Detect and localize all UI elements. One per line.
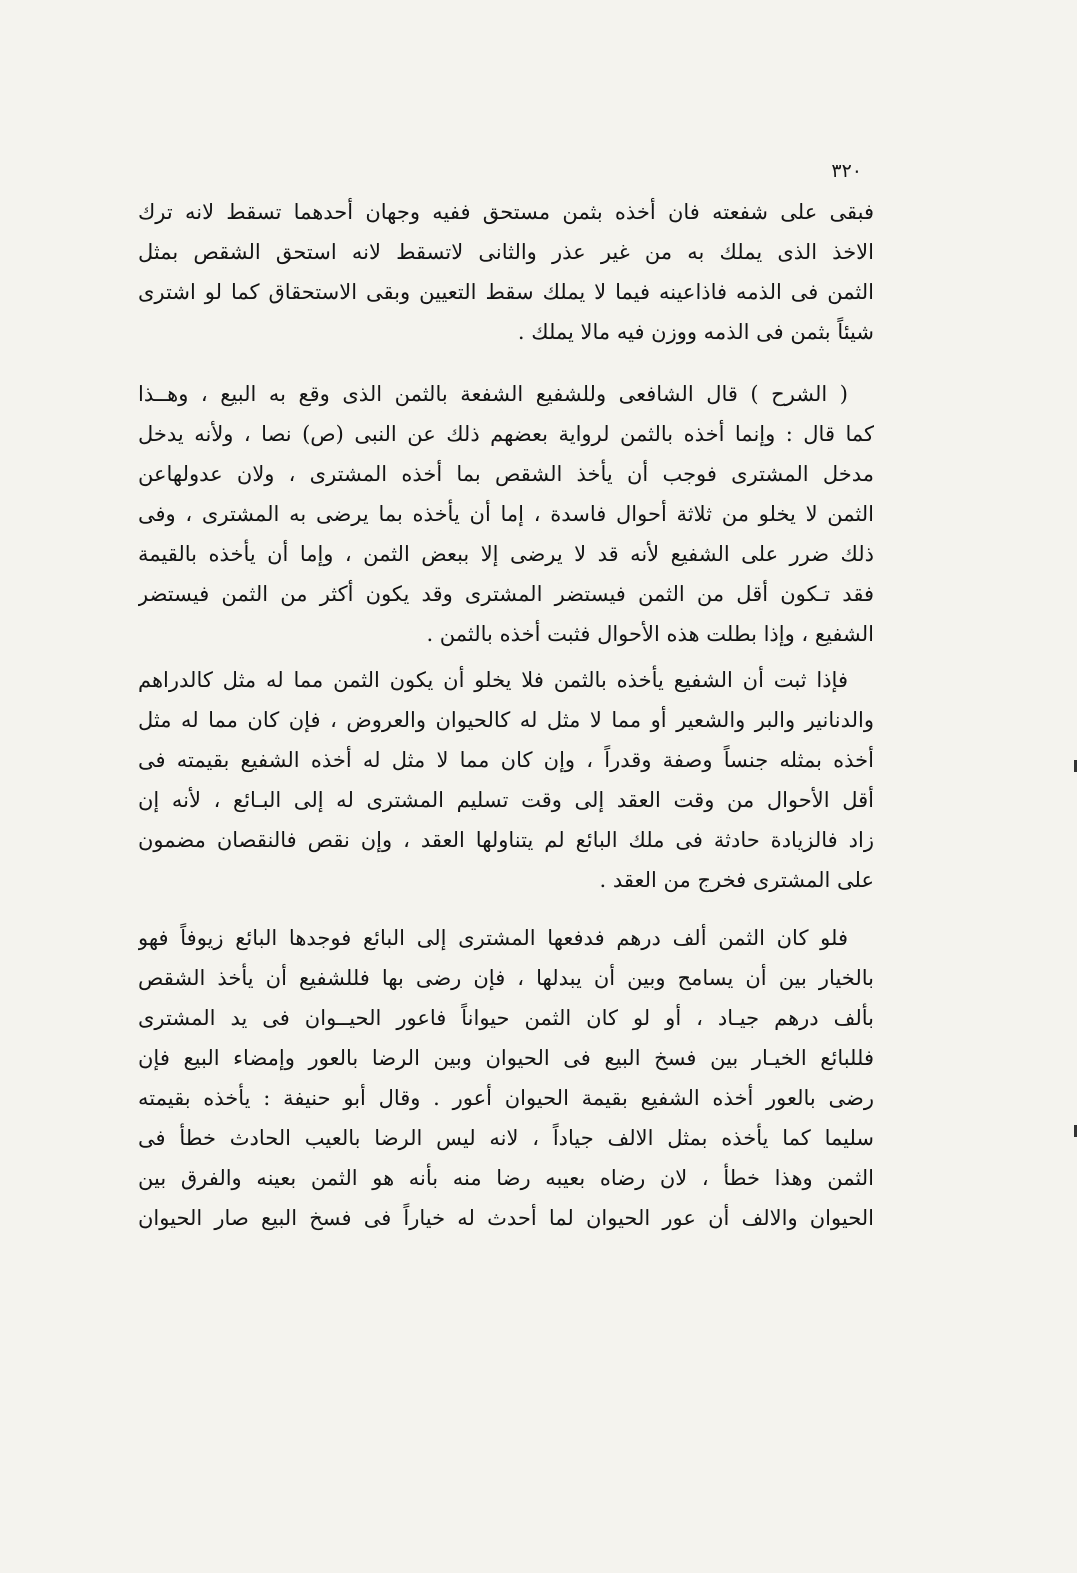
text-line: فللبائع الخيـار بين فسخ البيع فى الحيوان وبين الرضا بالعور وإمضاء البيع فإن xyxy=(138,1046,874,1070)
paragraph-2 xyxy=(138,374,874,654)
text-line: فقد تـكون أقل من الثمن فيستضر المشترى وقد يكون أكثر من الثمن فيستضر xyxy=(138,582,874,606)
text-line: والدنانير والبر والشعير أو مما لا مثل له كالحيوان والعروض ، فإن كان مما له مثل xyxy=(138,708,874,732)
text-line: مدخل المشترى فوجب أن يأخذ الشقص بما أخذه المشترى ، ولان عدولهاعن xyxy=(138,462,874,486)
text-line: شيئاً بثمن فى الذمه ووزن فيه مالا يملك . xyxy=(517,320,874,344)
paragraph-1 xyxy=(138,192,874,352)
text-line: أخذه بمثله جنساً وصفة وقدراً ، وإن كان مما لا مثل له أخذه الشفيع بقيمته فى xyxy=(138,748,874,772)
text-line: الثمن وهذا خطأ ، لان رضاه بعيبه رضا منه بأنه هو الثمن بعينه والفرق بين xyxy=(138,1166,874,1190)
text-line: الاخذ الذى يملك به من غير عذر والثانى لاتسقط لانه استحق الشقص بمثل xyxy=(138,240,874,264)
text-line: بالخيار بين أن يسامح وبين أن يبدلها ، فإن رضى بها فللشفيع أن يأخذ الشقص xyxy=(138,966,874,990)
text-line: رضى بالعور أخذه الشفيع بقيمة الحيوان أعور . وقال أبو حنيفة : يأخذه بقيمته xyxy=(138,1086,874,1110)
text-line: كما قال : وإنما أخذه بالثمن لرواية بعضهم ذلك عن النبى (ص) نصا ، ولأنه يدخل xyxy=(138,422,874,446)
text-line: ( الشرح ) قال الشافعى وللشفيع الشفعة بالثمن الذى وقع به البيع ، وهــذا xyxy=(138,382,848,406)
text-line: أقل الأحوال من وقت العقد إلى وقت تسليم المشترى له إلى البـائع ، لأنه إن xyxy=(138,788,874,812)
text-line: الشفيع ، وإذا بطلت هذه الأحوال فثبت أخذه بالثمن . xyxy=(426,622,874,646)
text-line: سليما كما يأخذه بمثل الالف جياداً ، لانه ليس الرضا بالعيب الحادث خطأ فى xyxy=(138,1126,874,1150)
text-line: الثمن لا يخلو من ثلاثة أحوال فاسدة ، إما أن يأخذه بما يرضى به المشترى ، وفى xyxy=(138,502,874,526)
page-number: ٣٢٠ xyxy=(831,160,862,182)
text-line: بألف درهم جيـاد ، أو لو كان الثمن حيواناً فاعور الحيــوان فى يد المشترى xyxy=(138,1006,874,1030)
paragraph-3 xyxy=(138,660,874,900)
text-line: فإذا ثبت أن الشفيع يأخذه بالثمن فلا يخلو أن يكون الثمن مما له مثل كالدراهم xyxy=(138,668,848,692)
text-line: الحيوان والالف أن عور الحيوان لما أحدث له خياراً فى فسخ البيع صار الحيوان xyxy=(138,1206,874,1230)
text-line: ذلك ضرر على الشفيع لأنه قد لا يرضى إلا ببعض الثمن ، وإما أن يأخذه بالقيمة xyxy=(138,542,874,566)
text-line: زاد فالزيادة حادثة فى ملك البائع لم يتناولها العقد ، وإن نقص فالنقصان مضمون xyxy=(138,828,874,852)
text-line: على المشترى فخرج من العقد . xyxy=(599,868,874,892)
text-line: فلو كان الثمن ألف درهم فدفعها المشترى إلى البائع فوجدها البائع زيوفاً فهو xyxy=(138,926,848,950)
paragraph-4 xyxy=(138,918,874,1238)
text-line: الثمن فى الذمه فاذاعينه فيما لا يملك سقط التعيين وبقى الاستحقاق كما لو اشترى xyxy=(138,280,874,304)
text-line: فبقى على شفعته فان أخذه بثمن مستحق ففيه وجهان أحدهما تسقط لانه ترك xyxy=(138,200,874,224)
body-text xyxy=(138,192,874,1238)
